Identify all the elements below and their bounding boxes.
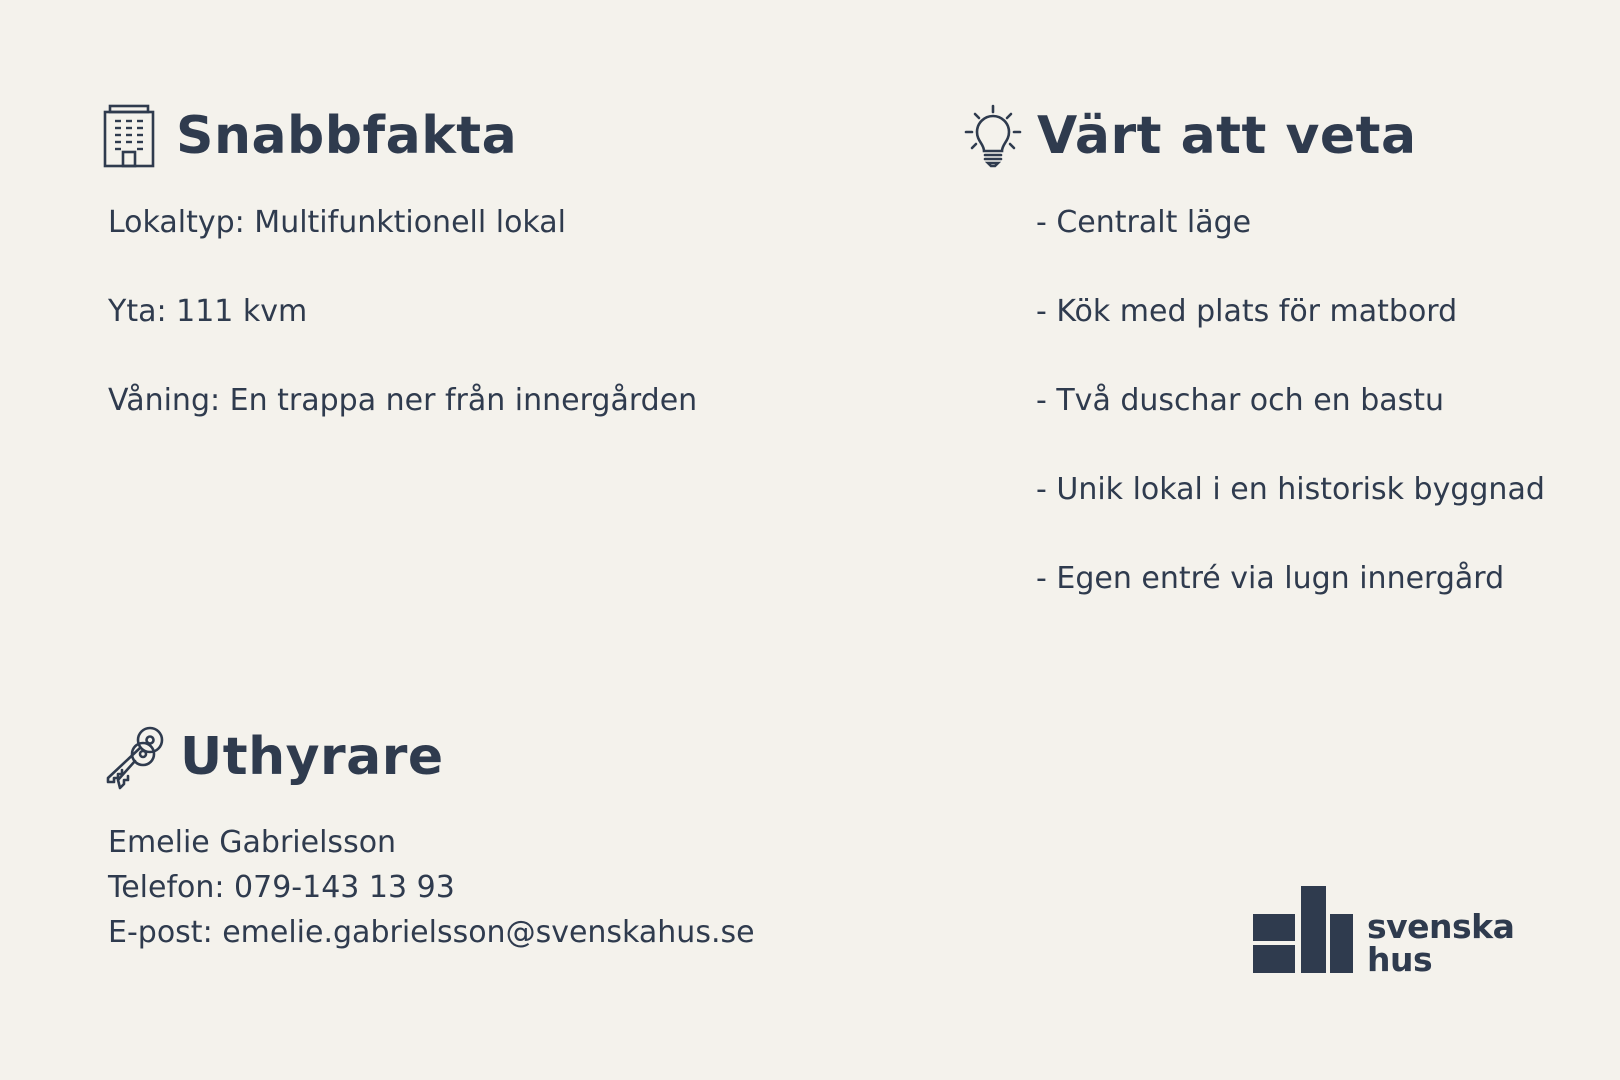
point-own-entrance: - Egen entré via lugn innergård [1036,561,1505,596]
worth-knowing-title: Värt att veta [1037,106,1417,166]
logo-word-hus: hus [1367,940,1433,979]
point-central-location: - Centralt läge [1036,205,1252,240]
fact-area: Yta: 111 kvm [108,294,308,329]
worth-knowing-section [963,104,1545,596]
landlord-phone[interactable]: Telefon: 079-143 13 93 [108,870,455,905]
svenska-hus-logo [1253,886,1514,978]
fact-floor: Våning: En trappa ner från innergården [108,383,698,418]
logo-wordmark [1367,907,1515,979]
worth-knowing-heading [963,104,1417,168]
landlord-name: Emelie Gabrielsson [108,825,397,860]
landlord-heading [102,724,444,790]
logo-mark-icon [1253,886,1353,978]
logo-word-svenska: svenska [1367,907,1515,946]
point-showers-sauna: - Två duschar och en bastu [1036,383,1445,418]
point-historic-building: - Unik lokal i en historisk byggnad [1036,472,1545,507]
quick-facts-section [102,104,698,418]
lightbulb-icon [963,104,1023,168]
building-icon [102,104,158,168]
fact-premises-type: Lokaltyp: Multifunktionell lokal [108,205,566,240]
keys-icon [102,724,166,790]
quick-facts-title: Snabbfakta [176,106,518,166]
quick-facts-heading [102,104,517,168]
landlord-email[interactable]: E-post: emelie.gabrielsson@svenskahus.se [108,915,755,950]
landlord-section [102,724,755,950]
landlord-title: Uthyrare [180,727,444,787]
point-kitchen: - Kök med plats för matbord [1036,294,1458,329]
